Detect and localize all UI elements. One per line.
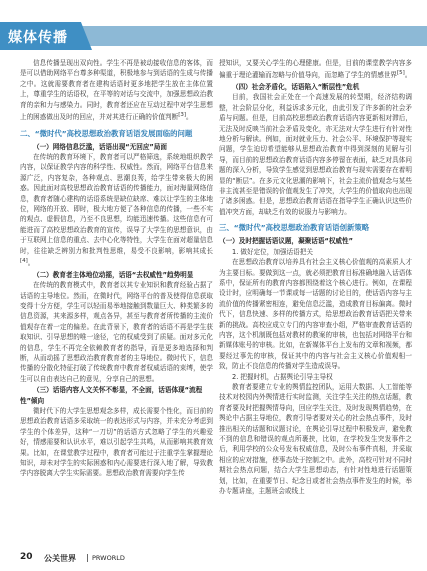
header-band	[0, 0, 427, 62]
subsection-heading: （四）社会矛盾化，话语陷入“断层性”危机	[232, 83, 360, 91]
magazine-name: 公关世界	[44, 554, 76, 563]
citation: [4]	[20, 258, 28, 265]
section-heading: 三、“微时代”高校思想政治教育话语创新策略	[219, 223, 370, 233]
page-number: 20	[20, 552, 33, 562]
subsection-heading: （二）教育者主体地位动摇，话语“去权威性”趋势明显	[33, 270, 194, 279]
section-heading: 二、“微时代”高校思想政治教育话语发展面临的问题	[20, 128, 193, 138]
citation: [3]	[178, 112, 187, 119]
paragraph-text: 授知识，又要关心学生的心理健康。但是，目前的课堂教学内容多偏重于理论灌输而忽略与价值导向，而忽略了学生的情感世界	[219, 59, 412, 80]
paragraph: 1. 做好定位，加强话语把关	[232, 247, 313, 256]
paragraph: 目前，我国社会正处在一个高速发展的转型期，经济结构调整，社会阶层分化，利益诉求多元化，由此引发了许多新的社会矛盾与问题。但是，目前高校思想政治教育话语内容更新相对滞后，无法及时反映当前社会矛盾及变化，亦无法对大学生进行有针对性地分析与解读。例如，面对就业压力、社会公平、环境保护等现实问题，学生迫切希望能够从思想政治教育中得到深刻的见解与引导，而目前的思想政治教育话语内容多停留在表面，缺乏对具体问题的深入分析，导致学生感觉到思想政治教育与现实需要存在着明显的“断层”。在多元文化思潮的影响下，社会主流价值观念与某些非主流甚至是错误的价值观发生了冲突，大学生的价值取向也出现了诸多困惑。但是，思想政治教育话语在指导学生正确认识这些价值冲突方面，却缺乏有效的说服力与影响力。	[219, 93, 412, 216]
section-title: 媒体传播	[8, 30, 68, 46]
subsection-heading: （一）及时把握话语议题，凝聚话语“权威性”	[219, 237, 353, 246]
page-footer	[0, 547, 427, 571]
paragraph: 在传统的教育环境下，教育者可以严格筛选，系统地组织教学内容，以保证教学内容的科学性、权威性。然而，网络平台信息来源广泛，内容复杂，各种观点、思潮良莠，给学生带来极大的困惑。因此面对高校思想政治教育话语的传播能力，面对海量网络信息，教育者随心建构的话语系统是缺位缺席、难以让学生的主体地位，网络的开放、即时，极大地方便了各种信息的传播，一些不实的观点、虚假信息，乃至不良思想，均能迅速传播。这些信息有可能进而了高校思想政治教育的宣传，误导了大学生的思想意识，由于互联网上信息的重点、去中心化等特性，大学生在面对超量信息时，往往缺乏辨别力和批判性思维，易受不良影响，影响其成长[4]。	[20, 153, 213, 268]
paragraph-text: 在传统的教育环境下，教育者可以严格筛选，系统地组织教学内容，以保证教学内容的科学性、权威性。然而，网络平台信息来源广泛，内容复杂，各种观点、思潮良莠，给学生带来极大的困惑。因此面对高校思想政治教育话语的传播能力，面对海量网络信息，教育者随心建构的话语系统是缺位缺席、难以让学生的主体地位，网络的开放、即时，极大地方便了各种信息的传播，一些不实的观点、虚假信息，乃至不良思想，均能迅速传播。这些信息有可能进而了高校思想政治教育的宣传，误导了大学生的思想意识，由于互联网上信息的重点、去中心化等特性，大学生在面对超量信息时，往往缺乏辨别力和批判性思维，易受不良影响，影响其成长	[20, 153, 213, 255]
paragraph: 授知识，又要关心学生的心理健康。但是，目前的课堂教学内容多偏重于理论灌输而忽略与价值导向，而忽略了学生的情感世界[5]。	[219, 59, 412, 80]
paragraph: 信息传播呈现出双向性。学生不再是被动接收信息的客体，而是可以借助网络平台尊多种渠道，积极地参与到话语的生成与传播之中。这就需要教育者在建构话语时更多地把学生放在主体位置上，尊重学生的话语权，在平等的对话与交流中，加强思想政治教育的亲和力与感染力。同时，教育者还应在互动过程中对学生思想上的困惑做出及时的回应，并对其进行正确的价值判断[3]。	[20, 59, 213, 122]
footer-separator: |	[86, 553, 89, 562]
paragraph: 微时代下的大学生思想观念多样，成长需要个性化，而目前的思想政治教育话语多采取统一的表达形式与内容，并未充分考虑到学生的个体差异，这种“一刀切”的话语方式忽略了学生的兴趣爱好，情感需要和认识水平，难以引起学生共鸣，从而影响其教育效果。比如，在课堂教学过程中，教育者可能过于注重学生掌握理论知识，却未对学生的实际困惑和内心需要进行深入地了解，导致教学内容脱离大学生实际需要。思想政治教育需要向学生传	[20, 406, 213, 478]
magazine-english-name: PRWORLD	[92, 554, 125, 562]
paragraph: 2. 把握时机，占据舆论引导主导权	[232, 372, 333, 381]
subsection-heading: （三）话语内容人文关怀不彰显，不全面，话语体现“流程性”倾向	[20, 386, 203, 405]
subsection-heading: （一）网络信息泛滥，话语出现“无回应”局面	[33, 142, 167, 151]
paragraph: 教育者要建立专业的舆情监控团队，运用大数据、人工智能等技术对校园内外舆情进行实时监测，关注学生关注的热点话题，教育者要及时把握舆情导向，回应学生关注，及时发现舆情趋势，在舆论中占据主导地位，教育引导者要对关心的社会热点事件，及时推出相关的话题和议题讨论，在舆论引导过程中积极发声，避免教不到的信息和错误的观点所裹挟，比如，在学校发生突发事件之后，利用学校的公众号发布权威信息，及时公布事件真相，并采取相应的应对措施，使事态处于控制之中。此外，高校可针对不同时期社会热点问题，结合大学生思想动态，有针对性地进行话题策划，比如，在重要节日、纪念日或者社会热点事件发生的时候，举办专题讲座，主题班会或线上	[219, 382, 412, 496]
paragraph-text: 信息传播呈现出双向性。学生不再是被动接收信息的客体，而是可以借助网络平台尊多种渠道，积极地参与到话语的生成与传播之中。这就需要教育者在建构话语时更多地把学生放在主体位置上，尊重学生的话语权，在平等的对话与交流中，加强思想政治教育的亲和力与感染力。同时，教育者还应在互动过程中对学生思想上的困惑做出及时的回应，并对其进行正确的价值判断	[20, 59, 213, 122]
citation: [5]	[397, 70, 405, 77]
paragraph: 在思想政治教育以培养具有社会主义核心价值观的高素质人才为主要目标。要做到这一点，就必须把教育目标准确地融入话语体系中，保证所有的教育内容都围绕着这个核心进行。例如，在课程设计时，应明确每一节课或每一话题的讨论目的，使话语内容与主流价值的传播紧密相连，避免信息泛滥，造成教育目标偏离。微时代下，信息快速、多样的传播方式，给思想政治教育话语把关带来新的挑战。高校应成立专门的内容审查小组，严格审查教育话语的内容，这个机制既包括对教材的教案的审核，也包括对网络平台和新媒体账号的审核。比如，在新媒体平台上发布的文章和视频，都要经过事先的审核，保证其中的内容与社会主义核心价值观相一致，防止不良信息的传播对学生造成误导。	[219, 258, 412, 371]
left-column	[20, 58, 213, 479]
right-column	[219, 58, 412, 496]
paragraph: 在传统的教育模式中，教育者以其专业知识和教育经验占据了话语的主导地位。然而，在微时代，网络平台的普及使得信息获取变得十分方便，学生可以轻而易举地接触到数量巨大、种类繁多的信息资源，其来源多样，观点各异，甚至与教育者所传播的主流价值观存在着一定的偏差。在此背景下，教育者的话语不再是学生获取知识、引导思想的唯一途径，它的权威受到了质疑。面对多元化的信息，学生不再完全依赖教育者的指导，而是更多地选择和判断，从而动摇了思想政治教育教育者的主导地位。微时代下，信息传播的分散化特征打破了传统教育中教育者权威话语的束缚，使学生可以自由表达自己的意见，分享自己的思想。	[20, 281, 213, 383]
